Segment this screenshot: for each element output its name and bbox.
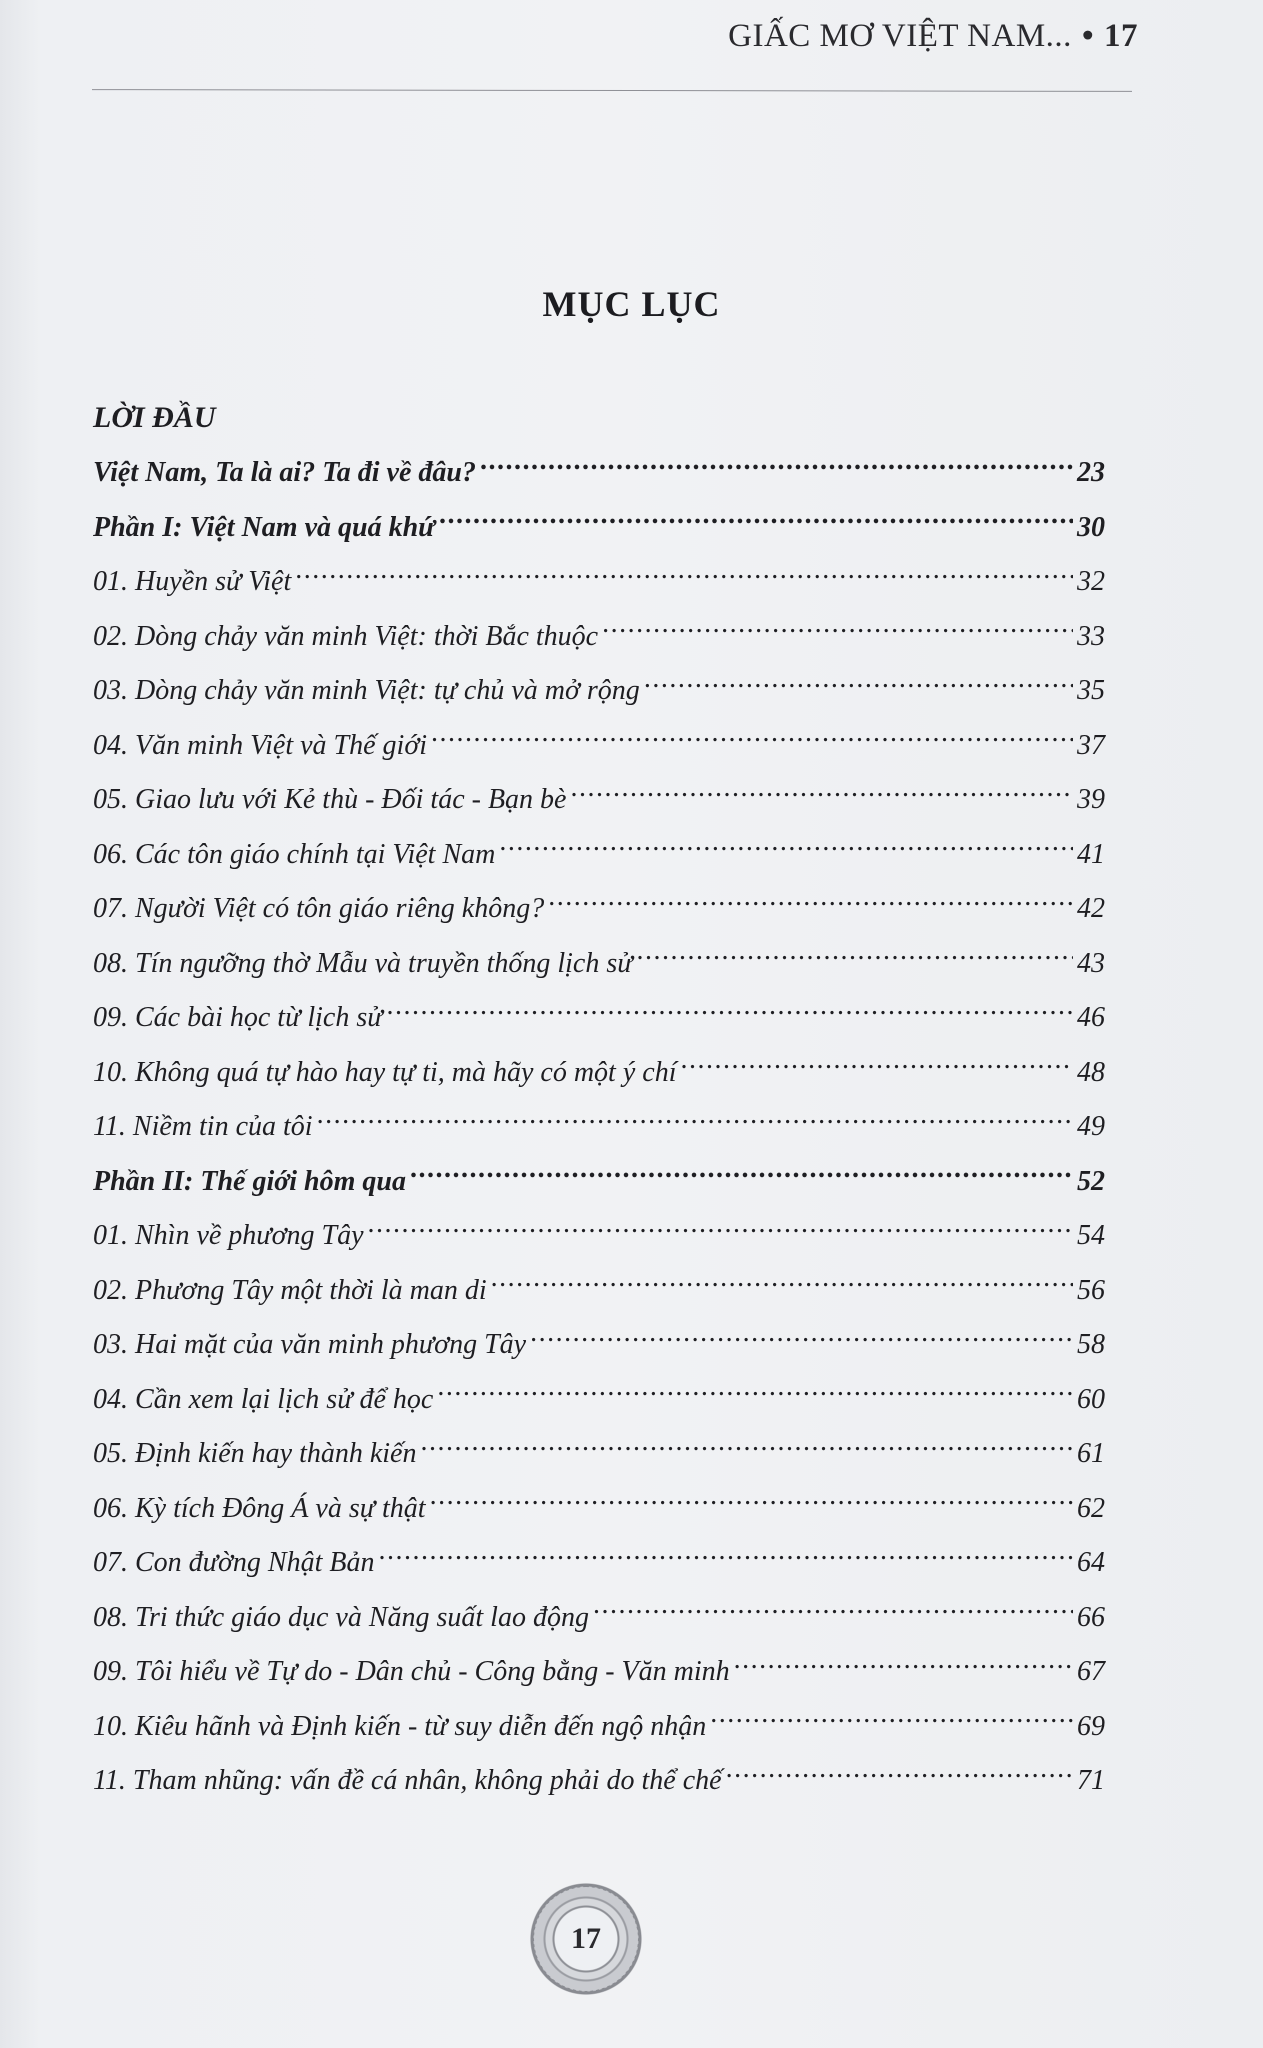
toc-dot-leader xyxy=(548,889,1073,917)
toc-entry-title: 01. Nhìn về phương Tây xyxy=(93,1220,364,1251)
toc-entry-page: 37 xyxy=(1077,729,1105,761)
toc-entry-page: 32 xyxy=(1077,566,1105,597)
running-header-bullet: • xyxy=(1081,18,1094,54)
toc-entry xyxy=(93,1536,1105,1591)
toc-entry-title: 02. Dòng chảy văn minh Việt: thời Bắc thuộc xyxy=(93,620,599,652)
header-divider xyxy=(92,89,1132,92)
table-of-contents xyxy=(93,398,1105,1809)
toc-entry-title: 09. Các bài học từ lịch sử xyxy=(93,1002,383,1033)
toc-entry-title: 06. Các tôn giáo chính tại Việt Nam xyxy=(93,838,496,870)
toc-entry-page: 48 xyxy=(1077,1056,1105,1088)
toc-dot-leader xyxy=(499,835,1073,863)
toc-entry-page: 69 xyxy=(1077,1710,1105,1742)
toc-entry xyxy=(93,1373,1105,1428)
toc-dot-leader xyxy=(530,1325,1073,1353)
toc-entry xyxy=(93,446,1105,501)
toc-entry-title: 03. Dòng chảy văn minh Việt: tự chủ và mở rộng xyxy=(93,675,640,706)
toc-entry-page: 23 xyxy=(1077,457,1105,488)
toc-dot-leader xyxy=(593,1598,1073,1626)
toc-entry-page: 54 xyxy=(1077,1220,1105,1251)
toc-entry-page: 64 xyxy=(1077,1547,1105,1578)
toc-entry-page: 67 xyxy=(1077,1656,1105,1687)
toc-entry xyxy=(93,610,1105,665)
toc-dot-leader xyxy=(410,1162,1073,1190)
toc-dot-leader xyxy=(368,1216,1073,1244)
toc-entry-page: 35 xyxy=(1077,675,1105,706)
toc-entry-title: 02. Phương Tây một thời là man di xyxy=(93,1274,487,1306)
toc-dot-leader xyxy=(420,1434,1073,1462)
toc-dot-leader xyxy=(726,1761,1073,1789)
toc-dot-leader xyxy=(439,508,1073,536)
running-header xyxy=(728,18,1138,55)
toc-entry xyxy=(93,719,1105,774)
toc-dot-leader xyxy=(480,453,1073,481)
toc-entry-page: 62 xyxy=(1077,1492,1105,1524)
toc-entry-title: 04. Văn minh Việt và Thế giới xyxy=(93,729,428,761)
toc-entry-page: 66 xyxy=(1077,1601,1105,1633)
toc-dot-leader xyxy=(437,1380,1073,1408)
toc-entry-title: 05. Giao lưu với Kẻ thù - Đối tác - Bạn bè xyxy=(93,784,567,815)
toc-entry-page: 43 xyxy=(1077,947,1105,979)
toc-entry-title: 07. Con đường Nhật Bản xyxy=(93,1547,375,1578)
toc-entry-title: 04. Cần xem lại lịch sử để học xyxy=(93,1383,434,1415)
toc-entries xyxy=(93,446,1105,1809)
toc-entry-page: 56 xyxy=(1077,1274,1105,1306)
toc-entry-title: 03. Hai mặt của văn minh phương Tây xyxy=(93,1329,527,1360)
toc-entry-page: 49 xyxy=(1077,1111,1105,1142)
toc-dot-leader xyxy=(317,1107,1073,1135)
toc-entry xyxy=(93,664,1105,719)
toc-entry xyxy=(93,1482,1105,1537)
toc-entry-page: 33 xyxy=(1077,620,1105,652)
toc-entry xyxy=(93,1155,1105,1210)
toc-entry-page: 52 xyxy=(1077,1165,1105,1197)
toc-entry-title: 10. Kiêu hãnh và Định kiến - từ suy diễn đến ngộ nhận xyxy=(93,1710,707,1742)
toc-entry xyxy=(93,1264,1105,1319)
toc-entry xyxy=(93,991,1105,1046)
toc-dot-leader xyxy=(387,998,1073,1026)
toc-entry-page: 61 xyxy=(1077,1438,1105,1469)
toc-entry-title: 11. Tham nhũng: vấn đề cá nhân, không phải do thể chế xyxy=(93,1765,722,1796)
toc-dot-leader xyxy=(430,1489,1073,1517)
toc-entry xyxy=(93,1427,1105,1482)
toc-dot-leader xyxy=(431,726,1073,754)
toc-entry-title: 09. Tôi hiểu về Tự do - Dân chủ - Công bằng - Văn minh xyxy=(93,1656,730,1687)
toc-dot-leader xyxy=(637,944,1073,972)
toc-entry xyxy=(93,1700,1105,1755)
toc-entry-title: 07. Người Việt có tôn giáo riêng không? xyxy=(93,893,545,924)
toc-entry-page: 71 xyxy=(1077,1765,1105,1796)
intro-section-label: LỜI ĐẦU xyxy=(93,401,216,434)
toc-entry-title: 10. Không quá tự hào hay tự ti, mà hãy có một ý chí xyxy=(93,1056,677,1088)
toc-entry xyxy=(93,1645,1105,1700)
toc-entry xyxy=(93,1046,1105,1101)
toc-dot-leader xyxy=(570,780,1073,808)
toc-entry-title: Phần II: Thế giới hôm qua xyxy=(93,1165,406,1197)
toc-entry xyxy=(93,828,1105,883)
page-number-badge xyxy=(527,1880,645,1998)
toc-entry-title: 08. Tri thức giáo dục và Năng suất lao động xyxy=(93,1601,589,1633)
toc-entry xyxy=(93,1100,1105,1155)
toc-entry-title: Phần I: Việt Nam và quá khứ xyxy=(93,511,435,543)
toc-entry xyxy=(93,937,1105,992)
toc-entry-page: 60 xyxy=(1077,1383,1105,1415)
toc-dot-leader xyxy=(710,1707,1073,1735)
toc-dot-leader xyxy=(602,617,1073,645)
toc-entry-title: 01. Huyền sử Việt xyxy=(93,566,292,597)
toc-entry-page: 41 xyxy=(1077,838,1105,870)
toc-entry xyxy=(93,1754,1105,1809)
toc-entry xyxy=(93,1209,1105,1264)
badge-page-number: 17 xyxy=(571,1922,601,1955)
toc-title: MỤC LỤC xyxy=(542,284,721,324)
running-header-title: GIẤC MƠ VIỆT NAM... xyxy=(728,18,1072,54)
toc-entry-title: Việt Nam, Ta là ai? Ta đi về đâu? xyxy=(93,457,476,488)
toc-dot-leader xyxy=(734,1652,1073,1680)
toc-entry-page: 42 xyxy=(1077,893,1105,924)
toc-entry xyxy=(93,501,1105,556)
toc-entry xyxy=(93,1318,1105,1373)
toc-entry-page: 30 xyxy=(1077,511,1105,543)
toc-entry xyxy=(93,773,1105,828)
toc-dot-leader xyxy=(491,1271,1073,1299)
running-header-page-number: 17 xyxy=(1104,18,1138,54)
toc-entry xyxy=(93,555,1105,610)
toc-entry-title: 06. Kỳ tích Đông Á và sự thật xyxy=(93,1492,426,1524)
toc-entry xyxy=(93,1591,1105,1646)
toc-entry-title: 11. Niềm tin của tôi xyxy=(93,1111,313,1142)
toc-dot-leader xyxy=(295,562,1073,590)
toc-dot-leader xyxy=(680,1053,1073,1081)
toc-dot-leader xyxy=(644,671,1073,699)
toc-entry-title: 05. Định kiến hay thành kiến xyxy=(93,1438,417,1469)
toc-entry-page: 39 xyxy=(1077,784,1105,815)
toc-dot-leader xyxy=(378,1543,1073,1571)
toc-entry-page: 46 xyxy=(1077,1002,1105,1033)
toc-entry xyxy=(93,882,1105,937)
toc-entry-page: 58 xyxy=(1077,1329,1105,1360)
toc-entry-title: 08. Tín ngưỡng thờ Mẫu và truyền thống lịch sử xyxy=(93,947,633,979)
